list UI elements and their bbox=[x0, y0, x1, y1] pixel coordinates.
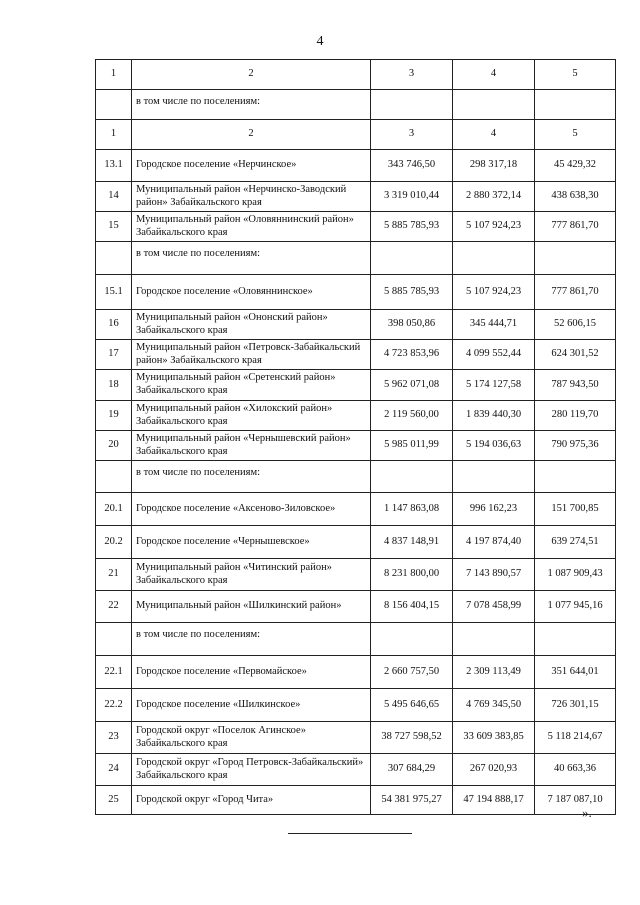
cell-col4: 267 020,93 bbox=[453, 754, 535, 786]
cell-col2: Городской округ «Город Петровск-Забайкальский» Забайкальского края bbox=[132, 754, 371, 786]
table-row bbox=[96, 182, 616, 212]
cell-col2: Муниципальный район «Сретенский район» Забайкальского края bbox=[132, 370, 371, 401]
cell-col2: Муниципальный район «Нерчинско-Заводский район» Забайкальского края bbox=[132, 182, 371, 212]
cell-col3 bbox=[371, 242, 453, 275]
cell-col2: Муниципальный район «Шилкинский район» bbox=[132, 591, 371, 623]
cell-col5: 151 700,85 bbox=[535, 493, 616, 526]
cell-col1: 16 bbox=[96, 310, 132, 340]
cell-col5 bbox=[535, 242, 616, 275]
table-row bbox=[96, 689, 616, 722]
cell-col1: 18 bbox=[96, 370, 132, 401]
cell-col5: 351 644,01 bbox=[535, 656, 616, 689]
cell-col2: Муниципальный район «Чернышевский район» Забайкальского края bbox=[132, 431, 371, 461]
table-row bbox=[96, 150, 616, 182]
cell-col3: 8 156 404,15 bbox=[371, 591, 453, 623]
budget-table bbox=[95, 59, 616, 815]
cell-col1: 1 bbox=[96, 60, 132, 90]
cell-col4: 4 769 345,50 bbox=[453, 689, 535, 722]
cell-col3: 307 684,29 bbox=[371, 754, 453, 786]
cell-col3: 2 119 560,00 bbox=[371, 401, 453, 431]
cell-col3: 54 381 975,27 bbox=[371, 786, 453, 815]
table-row-header bbox=[96, 120, 616, 150]
cell-col3: 3 bbox=[371, 60, 453, 90]
cell-col5: 5 bbox=[535, 60, 616, 90]
cell-col1: 15.1 bbox=[96, 275, 132, 310]
cell-col1: 1 bbox=[96, 120, 132, 150]
cell-col2: Муниципальный район «Читинский район» Забайкальского края bbox=[132, 559, 371, 591]
cell-col2: Городской округ «Город Чита» bbox=[132, 786, 371, 815]
cell-col5: 1 077 945,16 bbox=[535, 591, 616, 623]
cell-col4: 2 309 113,49 bbox=[453, 656, 535, 689]
cell-col1: 20 bbox=[96, 431, 132, 461]
cell-col2: Городское поселение «Первомайское» bbox=[132, 656, 371, 689]
cell-col1: 25 bbox=[96, 786, 132, 815]
cell-col2: Городское поселение «Чернышевское» bbox=[132, 526, 371, 559]
table-row bbox=[96, 722, 616, 754]
cell-col3 bbox=[371, 90, 453, 120]
cell-col1 bbox=[96, 461, 132, 493]
cell-col4: 298 317,18 bbox=[453, 150, 535, 182]
cell-col2: в том числе по поселениям: bbox=[132, 90, 371, 120]
cell-col1: 22.1 bbox=[96, 656, 132, 689]
cell-col3: 5 962 071,08 bbox=[371, 370, 453, 401]
cell-col3: 1 147 863,08 bbox=[371, 493, 453, 526]
footer-divider bbox=[288, 833, 412, 834]
table-row-subheading bbox=[96, 461, 616, 493]
cell-col1: 23 bbox=[96, 722, 132, 754]
cell-col4: 4 bbox=[453, 60, 535, 90]
cell-col4: 33 609 383,85 bbox=[453, 722, 535, 754]
table-row bbox=[96, 526, 616, 559]
cell-col4 bbox=[453, 90, 535, 120]
cell-col3: 343 746,50 bbox=[371, 150, 453, 182]
cell-col3: 8 231 800,00 bbox=[371, 559, 453, 591]
cell-col5 bbox=[535, 623, 616, 656]
table-row bbox=[96, 559, 616, 591]
cell-col4: 1 839 440,30 bbox=[453, 401, 535, 431]
cell-col3: 5 885 785,93 bbox=[371, 212, 453, 242]
table-row-subheading bbox=[96, 623, 616, 656]
cell-col1: 19 bbox=[96, 401, 132, 431]
cell-col4: 47 194 888,17 bbox=[453, 786, 535, 815]
cell-col4: 2 880 372,14 bbox=[453, 182, 535, 212]
cell-col5: 5 118 214,67 bbox=[535, 722, 616, 754]
cell-col3: 5 495 646,65 bbox=[371, 689, 453, 722]
table-row bbox=[96, 370, 616, 401]
table-row bbox=[96, 754, 616, 786]
table-row-subheading bbox=[96, 242, 616, 275]
cell-col5: 777 861,70 bbox=[535, 212, 616, 242]
table-row bbox=[96, 786, 616, 815]
cell-col2: Муниципальный район «Оловяннинский район» Забайкальского края bbox=[132, 212, 371, 242]
cell-col3: 4 723 853,96 bbox=[371, 340, 453, 370]
cell-col5: 280 119,70 bbox=[535, 401, 616, 431]
table-row bbox=[96, 431, 616, 461]
cell-col1: 13.1 bbox=[96, 150, 132, 182]
cell-col4: 7 143 890,57 bbox=[453, 559, 535, 591]
cell-col5: 45 429,32 bbox=[535, 150, 616, 182]
cell-col2: 2 bbox=[132, 120, 371, 150]
cell-col2: Городское поселение «Нерчинское» bbox=[132, 150, 371, 182]
cell-col1 bbox=[96, 242, 132, 275]
table-row bbox=[96, 401, 616, 431]
cell-col4: 4 197 874,40 bbox=[453, 526, 535, 559]
cell-col4: 345 444,71 bbox=[453, 310, 535, 340]
table-row bbox=[96, 212, 616, 242]
cell-col4 bbox=[453, 461, 535, 493]
table-row bbox=[96, 340, 616, 370]
cell-col1: 24 bbox=[96, 754, 132, 786]
cell-col5: 1 087 909,43 bbox=[535, 559, 616, 591]
cell-col5: 790 975,36 bbox=[535, 431, 616, 461]
table-row bbox=[96, 591, 616, 623]
cell-col1: 17 bbox=[96, 340, 132, 370]
table-row bbox=[96, 275, 616, 310]
cell-col3: 5 885 785,93 bbox=[371, 275, 453, 310]
cell-col2: Городской округ «Поселок Агинское» Забайкальского края bbox=[132, 722, 371, 754]
closing-quote-mark: ». bbox=[582, 805, 592, 820]
cell-col1: 22 bbox=[96, 591, 132, 623]
table-row bbox=[96, 656, 616, 689]
cell-col1: 15 bbox=[96, 212, 132, 242]
cell-col4: 5 107 924,23 bbox=[453, 212, 535, 242]
cell-col5: 5 bbox=[535, 120, 616, 150]
cell-col3 bbox=[371, 623, 453, 656]
cell-col5: 624 301,52 bbox=[535, 340, 616, 370]
table-row bbox=[96, 493, 616, 526]
cell-col5: 7 187 087,10 bbox=[535, 786, 616, 815]
cell-col3 bbox=[371, 461, 453, 493]
cell-col2: 2 bbox=[132, 60, 371, 90]
cell-col1 bbox=[96, 90, 132, 120]
cell-col2: Городское поселение «Шилкинское» bbox=[132, 689, 371, 722]
cell-col5 bbox=[535, 90, 616, 120]
cell-col1 bbox=[96, 623, 132, 656]
cell-col4: 7 078 458,99 bbox=[453, 591, 535, 623]
cell-col3: 5 985 011,99 bbox=[371, 431, 453, 461]
table-row bbox=[96, 310, 616, 340]
cell-col4 bbox=[453, 242, 535, 275]
cell-col4 bbox=[453, 623, 535, 656]
cell-col1: 20.2 bbox=[96, 526, 132, 559]
cell-col2: Муниципальный район «Ононский район» Забайкальского края bbox=[132, 310, 371, 340]
cell-col4: 4 bbox=[453, 120, 535, 150]
cell-col3: 3 319 010,44 bbox=[371, 182, 453, 212]
cell-col2: в том числе по поселениям: bbox=[132, 623, 371, 656]
cell-col3: 2 660 757,50 bbox=[371, 656, 453, 689]
cell-col5: 787 943,50 bbox=[535, 370, 616, 401]
page-number: 4 bbox=[316, 34, 324, 49]
table-row-header bbox=[96, 60, 616, 90]
cell-col5: 438 638,30 bbox=[535, 182, 616, 212]
cell-col5: 52 606,15 bbox=[535, 310, 616, 340]
table-row-subheading bbox=[96, 90, 616, 120]
cell-col4: 5 194 036,63 bbox=[453, 431, 535, 461]
cell-col3: 4 837 148,91 bbox=[371, 526, 453, 559]
cell-col5: 639 274,51 bbox=[535, 526, 616, 559]
cell-col5 bbox=[535, 461, 616, 493]
cell-col2: Муниципальный район «Хилокский район» Забайкальского края bbox=[132, 401, 371, 431]
cell-col2: Городское поселение «Аксеново-Зиловское» bbox=[132, 493, 371, 526]
cell-col1: 21 bbox=[96, 559, 132, 591]
cell-col2: в том числе по поселениям: bbox=[132, 461, 371, 493]
cell-col5: 726 301,15 bbox=[535, 689, 616, 722]
cell-col2: Городское поселение «Оловяннинское» bbox=[132, 275, 371, 310]
table-body bbox=[96, 60, 616, 815]
cell-col4: 996 162,23 bbox=[453, 493, 535, 526]
cell-col1: 14 bbox=[96, 182, 132, 212]
cell-col1: 20.1 bbox=[96, 493, 132, 526]
cell-col5: 40 663,36 bbox=[535, 754, 616, 786]
cell-col4: 4 099 552,44 bbox=[453, 340, 535, 370]
cell-col3: 38 727 598,52 bbox=[371, 722, 453, 754]
cell-col5: 777 861,70 bbox=[535, 275, 616, 310]
cell-col4: 5 174 127,58 bbox=[453, 370, 535, 401]
cell-col4: 5 107 924,23 bbox=[453, 275, 535, 310]
cell-col2: в том числе по поселениям: bbox=[132, 242, 371, 275]
cell-col3: 3 bbox=[371, 120, 453, 150]
cell-col3: 398 050,86 bbox=[371, 310, 453, 340]
cell-col2: Муниципальный район «Петровск-Забайкальский район» Забайкальского края bbox=[132, 340, 371, 370]
cell-col1: 22.2 bbox=[96, 689, 132, 722]
